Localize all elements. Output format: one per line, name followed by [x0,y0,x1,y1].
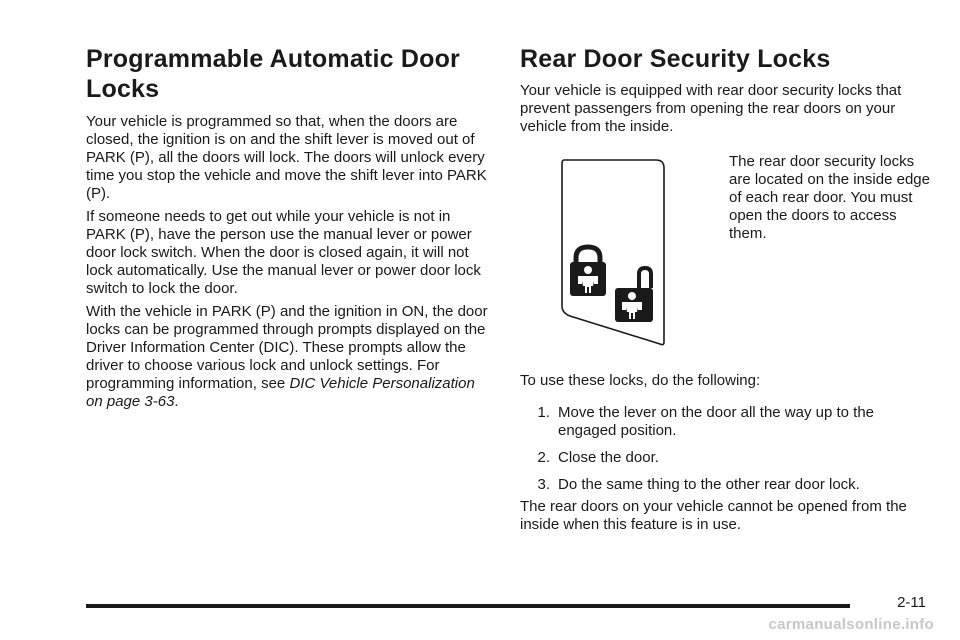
paragraph-programming [86,303,491,411]
dic-personalization-link[interactable]: DIC Vehicle Personalization on page 3-63 [86,375,475,410]
step-number: 1. [537,404,550,421]
figure-caption: The rear door security locks are located on the inside edge of each rear door. You must open the doors to access them. [729,153,930,242]
paragraph-intro: Your vehicle is equipped with rear door security locks that prevent passengers from opening the rear doors on your vehicle from the inside. [520,82,902,135]
list-item [520,449,920,467]
section-title-programmable-locks: Programmable Automatic Door Locks [86,45,460,103]
step-text: Do the same thing to the other rear door lock. [558,476,860,493]
page-number: 2-11 [897,594,926,611]
footer-rule [86,604,850,608]
list-item [520,404,920,440]
paragraph-manual-lever: If someone needs to get out while your vehicle is not in PARK (P), have the person use the manual lever or power door lock switch. When the door is closed again, it will not lock automatically. Use the manual lever or power door lock switch to lock the door. [86,208,481,297]
paragraph-auto-lock: Your vehicle is programmed so that, when the doors are closed, the ignition is on and the shift lever is moved out of PARK (P), all the doors will lock. The doors will unlock every time you stop the vehicle and move the shift lever into PARK (P). [86,113,487,202]
paragraph-instructions-lead: To use these locks, do the following: [520,372,761,389]
steps-list [520,404,920,503]
list-item [520,476,920,494]
programming-text: With the vehicle in PARK (P) and the ignition in ON, the door locks can be programmed through prompts displayed on the Driver Information Center (DIC). These prompts allow the driver to choose various lock and unlock settings. For programming information, see [86,303,488,392]
step-text: Close the door. [558,449,659,466]
programming-text-end: . [174,393,179,410]
child-lock-disengaged-icon [613,266,655,324]
paragraph-closing: The rear doors on your vehicle cannot be opened from the inside when this feature is in use. [520,498,907,533]
section-title-rear-security-locks: Rear Door Security Locks [520,45,831,73]
step-number: 2. [537,449,550,466]
watermark: carmanualsonline.info [768,616,934,633]
door-edge-illustration [556,156,668,348]
step-number: 3. [537,476,550,493]
child-lock-engaged-icon [568,244,608,298]
step-text: Move the lever on the door all the way up to the engaged position. [558,404,875,439]
